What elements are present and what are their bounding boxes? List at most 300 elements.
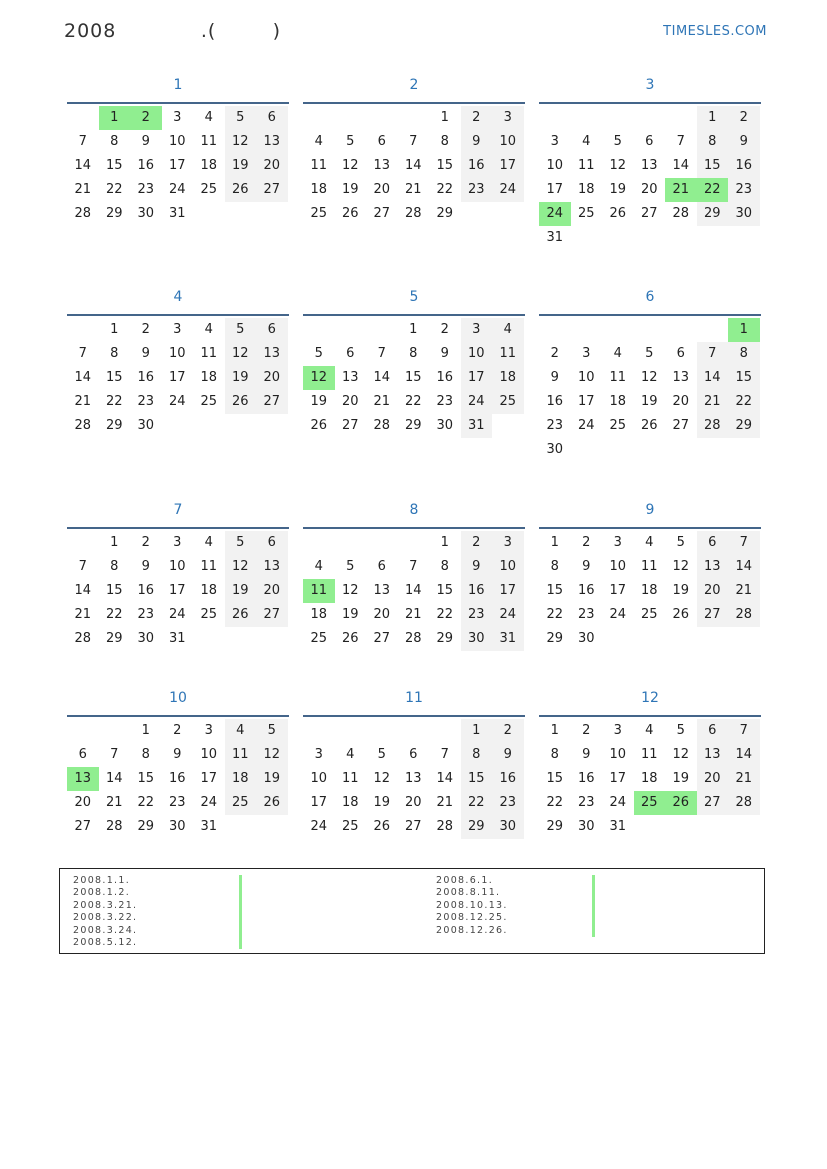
day-cell[interactable]: 28 <box>728 791 760 815</box>
day-cell[interactable]: 6 <box>256 106 288 130</box>
day-cell[interactable]: 23 <box>137 394 155 409</box>
day-cell[interactable]: 3 <box>613 723 622 738</box>
day-cell[interactable]: 28 <box>74 418 92 433</box>
day-cell[interactable]: 6 <box>256 318 288 342</box>
day-cell[interactable]: 19 <box>609 182 627 197</box>
day-cell[interactable]: 3 <box>492 531 524 555</box>
day-cell[interactable]: 5 <box>676 723 685 738</box>
day-cell[interactable]: 22 <box>546 607 564 622</box>
day-cell[interactable]: 2 <box>141 535 150 550</box>
day-cell[interactable]: 11 <box>225 743 257 767</box>
day-cell[interactable]: 11 <box>609 370 627 385</box>
day-cell[interactable]: 23 <box>492 791 524 815</box>
day-cell[interactable]: 23 <box>728 178 760 202</box>
day-cell[interactable]: 12 <box>256 743 288 767</box>
day-cell[interactable]: 7 <box>728 531 760 555</box>
day-cell[interactable]: 30 <box>577 819 595 834</box>
day-cell[interactable]: 28 <box>404 631 422 646</box>
day-cell[interactable]: 1 <box>440 535 449 550</box>
day-cell[interactable]: 20 <box>640 182 658 197</box>
day-cell[interactable]: 25 <box>341 819 359 834</box>
day-cell[interactable]: 12 <box>225 130 257 154</box>
day-cell[interactable]: 8 <box>550 559 559 574</box>
day-cell[interactable]: 8 <box>409 346 418 361</box>
day-cell[interactable]: 13 <box>373 158 391 173</box>
day-cell[interactable]: 24 <box>310 819 328 834</box>
day-cell[interactable]: 30 <box>168 819 186 834</box>
day-cell[interactable]: 8 <box>461 743 493 767</box>
day-cell[interactable]: 22 <box>105 607 123 622</box>
day-cell[interactable]: 10 <box>492 130 524 154</box>
day-cell[interactable]: 21 <box>105 795 123 810</box>
day-cell[interactable]: 23 <box>168 795 186 810</box>
day-cell[interactable]: 8 <box>110 559 119 574</box>
day-cell[interactable]: 27 <box>640 206 658 221</box>
day-cell[interactable]: 7 <box>409 559 418 574</box>
day-cell[interactable]: 3 <box>204 723 213 738</box>
day-cell[interactable]: 19 <box>225 366 257 390</box>
day-cell[interactable]: 15 <box>436 583 454 598</box>
day-cell[interactable]: 28 <box>105 819 123 834</box>
day-cell[interactable]: 20 <box>697 767 729 791</box>
day-cell[interactable]: 14 <box>404 583 422 598</box>
day-cell[interactable]: 17 <box>461 366 493 390</box>
day-cell[interactable]: 3 <box>173 322 182 337</box>
day-cell[interactable]: 8 <box>440 559 449 574</box>
day-cell[interactable]: 24 <box>492 178 524 202</box>
day-cell[interactable]: 30 <box>137 631 155 646</box>
day-cell[interactable]: 16 <box>546 394 564 409</box>
day-cell[interactable]: 26 <box>225 178 257 202</box>
day-cell[interactable]: 17 <box>609 771 627 786</box>
day-cell[interactable]: 19 <box>310 394 328 409</box>
day-cell[interactable]: 15 <box>105 158 123 173</box>
day-cell[interactable]: 31 <box>200 819 218 834</box>
day-cell[interactable]: 5 <box>645 346 654 361</box>
day-cell[interactable]: 29 <box>697 202 729 226</box>
day-cell[interactable]: 28 <box>728 603 760 627</box>
day-cell[interactable]: 30 <box>577 631 595 646</box>
day-cell[interactable]: 13 <box>256 130 288 154</box>
day-cell[interactable]: 11 <box>200 134 218 149</box>
day-cell[interactable]: 2 <box>440 322 449 337</box>
day-cell[interactable]: 5 <box>613 134 622 149</box>
day-cell[interactable]: 17 <box>310 795 328 810</box>
day-cell[interactable]: 14 <box>74 158 92 173</box>
day-cell[interactable]: 13 <box>697 743 729 767</box>
day-cell[interactable]: 30 <box>137 418 155 433</box>
day-cell[interactable]: 4 <box>314 134 323 149</box>
day-cell[interactable]: 10 <box>609 747 627 762</box>
day-cell[interactable]: 27 <box>373 631 391 646</box>
day-cell[interactable]: 7 <box>676 134 685 149</box>
day-cell[interactable]: 20 <box>672 394 690 409</box>
day-cell[interactable]: 1 <box>550 535 559 550</box>
day-cell[interactable]: 12 <box>225 342 257 366</box>
day-cell[interactable]: 28 <box>74 206 92 221</box>
day-cell[interactable]: 11 <box>640 747 658 762</box>
day-cell[interactable]: 15 <box>436 158 454 173</box>
day-cell[interactable]: 1 <box>99 106 131 130</box>
day-cell[interactable]: 10 <box>461 342 493 366</box>
day-cell[interactable]: 24 <box>609 607 627 622</box>
day-cell[interactable]: 4 <box>645 535 654 550</box>
day-cell[interactable]: 22 <box>436 607 454 622</box>
day-cell[interactable]: 4 <box>492 318 524 342</box>
day-cell[interactable]: 25 <box>492 390 524 414</box>
day-cell[interactable]: 4 <box>204 322 213 337</box>
day-cell[interactable]: 25 <box>609 418 627 433</box>
day-cell[interactable]: 23 <box>461 603 493 627</box>
day-cell[interactable]: 10 <box>168 559 186 574</box>
day-cell[interactable]: 29 <box>436 631 454 646</box>
day-cell[interactable]: 8 <box>141 747 150 762</box>
day-cell[interactable]: 5 <box>225 106 257 130</box>
day-cell[interactable]: 27 <box>697 791 729 815</box>
day-cell[interactable]: 22 <box>697 178 729 202</box>
day-cell[interactable]: 29 <box>461 815 493 839</box>
day-cell[interactable]: 14 <box>697 366 729 390</box>
day-cell[interactable]: 13 <box>404 771 422 786</box>
day-cell[interactable]: 16 <box>728 154 760 178</box>
day-cell[interactable]: 24 <box>168 607 186 622</box>
day-cell[interactable]: 16 <box>168 771 186 786</box>
day-cell[interactable]: 22 <box>546 795 564 810</box>
day-cell[interactable]: 13 <box>67 767 99 791</box>
day-cell[interactable]: 14 <box>105 771 123 786</box>
day-cell[interactable]: 3 <box>173 110 182 125</box>
day-cell[interactable]: 19 <box>256 767 288 791</box>
day-cell[interactable]: 2 <box>461 531 493 555</box>
day-cell[interactable]: 18 <box>640 583 658 598</box>
day-cell[interactable]: 19 <box>225 154 257 178</box>
day-cell[interactable]: 21 <box>665 178 697 202</box>
day-cell[interactable]: 31 <box>168 631 186 646</box>
day-cell[interactable]: 12 <box>609 158 627 173</box>
day-cell[interactable]: 29 <box>546 631 564 646</box>
day-cell[interactable]: 14 <box>74 370 92 385</box>
day-cell[interactable]: 18 <box>310 607 328 622</box>
day-cell[interactable]: 6 <box>256 531 288 555</box>
day-cell[interactable]: 7 <box>377 346 386 361</box>
day-cell[interactable]: 13 <box>672 370 690 385</box>
day-cell[interactable]: 2 <box>582 535 591 550</box>
day-cell[interactable]: 22 <box>105 394 123 409</box>
day-cell[interactable]: 27 <box>672 418 690 433</box>
day-cell[interactable]: 3 <box>173 535 182 550</box>
day-cell[interactable]: 11 <box>492 342 524 366</box>
day-cell[interactable]: 29 <box>404 418 422 433</box>
day-cell[interactable]: 27 <box>373 206 391 221</box>
day-cell[interactable]: 30 <box>546 442 564 457</box>
day-cell[interactable]: 12 <box>341 583 359 598</box>
day-cell[interactable]: 25 <box>200 607 218 622</box>
day-cell[interactable]: 15 <box>105 583 123 598</box>
day-cell[interactable]: 18 <box>577 182 595 197</box>
day-cell[interactable]: 22 <box>137 795 155 810</box>
day-cell[interactable]: 5 <box>676 535 685 550</box>
day-cell[interactable]: 31 <box>546 230 564 245</box>
day-cell[interactable]: 7 <box>110 747 119 762</box>
day-cell[interactable]: 21 <box>697 390 729 414</box>
day-cell[interactable]: 2 <box>728 106 760 130</box>
day-cell[interactable]: 4 <box>314 559 323 574</box>
day-cell[interactable]: 1 <box>440 110 449 125</box>
day-cell[interactable]: 19 <box>341 607 359 622</box>
day-cell[interactable]: 15 <box>461 767 493 791</box>
day-cell[interactable]: 17 <box>168 583 186 598</box>
day-cell[interactable]: 22 <box>105 182 123 197</box>
day-cell[interactable]: 1 <box>141 723 150 738</box>
day-cell[interactable]: 23 <box>577 795 595 810</box>
day-cell[interactable]: 6 <box>377 559 386 574</box>
day-cell[interactable]: 13 <box>697 555 729 579</box>
day-cell[interactable]: 1 <box>110 322 119 337</box>
day-cell[interactable]: 9 <box>550 370 559 385</box>
day-cell[interactable]: 18 <box>492 366 524 390</box>
day-cell[interactable]: 22 <box>436 182 454 197</box>
day-cell[interactable]: 26 <box>640 418 658 433</box>
day-cell[interactable]: 20 <box>256 366 288 390</box>
day-cell[interactable]: 8 <box>550 747 559 762</box>
day-cell[interactable]: 10 <box>168 134 186 149</box>
day-cell[interactable]: 11 <box>577 158 595 173</box>
day-cell[interactable]: 12 <box>303 366 335 390</box>
day-cell[interactable]: 26 <box>225 390 257 414</box>
day-cell[interactable]: 11 <box>341 771 359 786</box>
day-cell[interactable]: 9 <box>141 134 150 149</box>
day-cell[interactable]: 19 <box>672 583 690 598</box>
day-cell[interactable]: 24 <box>539 202 571 226</box>
day-cell[interactable]: 30 <box>492 815 524 839</box>
day-cell[interactable]: 26 <box>609 206 627 221</box>
day-cell[interactable]: 5 <box>314 346 323 361</box>
day-cell[interactable]: 26 <box>256 791 288 815</box>
day-cell[interactable]: 4 <box>582 134 591 149</box>
day-cell[interactable]: 17 <box>168 370 186 385</box>
day-cell[interactable]: 4 <box>225 719 257 743</box>
day-cell[interactable]: 18 <box>200 583 218 598</box>
day-cell[interactable]: 10 <box>492 555 524 579</box>
day-cell[interactable]: 18 <box>640 771 658 786</box>
day-cell[interactable]: 17 <box>609 583 627 598</box>
day-cell[interactable]: 3 <box>582 346 591 361</box>
day-cell[interactable]: 13 <box>256 342 288 366</box>
day-cell[interactable]: 7 <box>78 346 87 361</box>
day-cell[interactable]: 24 <box>492 603 524 627</box>
day-cell[interactable]: 14 <box>373 370 391 385</box>
day-cell[interactable]: 15 <box>546 771 564 786</box>
day-cell[interactable]: 20 <box>697 579 729 603</box>
day-cell[interactable]: 12 <box>672 747 690 762</box>
day-cell[interactable]: 27 <box>341 418 359 433</box>
day-cell[interactable]: 10 <box>200 747 218 762</box>
day-cell[interactable]: 7 <box>78 134 87 149</box>
day-cell[interactable]: 27 <box>256 603 288 627</box>
day-cell[interactable]: 9 <box>728 130 760 154</box>
day-cell[interactable]: 25 <box>577 206 595 221</box>
day-cell[interactable]: 29 <box>105 631 123 646</box>
day-cell[interactable]: 20 <box>74 795 92 810</box>
day-cell[interactable]: 2 <box>582 723 591 738</box>
day-cell[interactable]: 28 <box>436 819 454 834</box>
day-cell[interactable]: 12 <box>373 771 391 786</box>
day-cell[interactable]: 16 <box>577 771 595 786</box>
day-cell[interactable]: 20 <box>373 182 391 197</box>
day-cell[interactable]: 16 <box>137 158 155 173</box>
day-cell[interactable]: 28 <box>373 418 391 433</box>
day-cell[interactable]: 12 <box>225 555 257 579</box>
day-cell[interactable]: 17 <box>492 154 524 178</box>
day-cell[interactable]: 28 <box>404 206 422 221</box>
day-cell[interactable]: 28 <box>672 206 690 221</box>
day-cell[interactable]: 6 <box>346 346 355 361</box>
day-cell[interactable]: 6 <box>676 346 685 361</box>
day-cell[interactable]: 24 <box>168 394 186 409</box>
day-cell[interactable]: 15 <box>728 366 760 390</box>
day-cell[interactable]: 11 <box>200 346 218 361</box>
day-cell[interactable]: 7 <box>697 342 729 366</box>
day-cell[interactable]: 19 <box>640 394 658 409</box>
day-cell[interactable]: 2 <box>173 723 182 738</box>
day-cell[interactable]: 17 <box>546 182 564 197</box>
day-cell[interactable]: 26 <box>225 603 257 627</box>
day-cell[interactable]: 24 <box>200 795 218 810</box>
day-cell[interactable]: 22 <box>728 390 760 414</box>
day-cell[interactable]: 21 <box>404 182 422 197</box>
day-cell[interactable]: 29 <box>436 206 454 221</box>
day-cell[interactable]: 26 <box>310 418 328 433</box>
day-cell[interactable]: 25 <box>640 607 658 622</box>
day-cell[interactable]: 8 <box>440 134 449 149</box>
day-cell[interactable]: 7 <box>440 747 449 762</box>
day-cell[interactable]: 11 <box>640 559 658 574</box>
day-cell[interactable]: 9 <box>440 346 449 361</box>
day-cell[interactable]: 25 <box>634 791 666 815</box>
day-cell[interactable]: 23 <box>137 182 155 197</box>
day-cell[interactable]: 3 <box>314 747 323 762</box>
day-cell[interactable]: 4 <box>204 110 213 125</box>
day-cell[interactable]: 29 <box>728 414 760 438</box>
day-cell[interactable]: 5 <box>225 531 257 555</box>
day-cell[interactable]: 19 <box>373 795 391 810</box>
day-cell[interactable]: 10 <box>168 346 186 361</box>
day-cell[interactable]: 23 <box>546 418 564 433</box>
day-cell[interactable]: 14 <box>672 158 690 173</box>
day-cell[interactable]: 1 <box>461 719 493 743</box>
day-cell[interactable]: 16 <box>577 583 595 598</box>
day-cell[interactable]: 9 <box>461 555 493 579</box>
day-cell[interactable]: 12 <box>341 158 359 173</box>
day-cell[interactable]: 13 <box>256 555 288 579</box>
day-cell[interactable]: 25 <box>225 791 257 815</box>
day-cell[interactable]: 14 <box>436 771 454 786</box>
day-cell[interactable]: 29 <box>105 206 123 221</box>
day-cell[interactable]: 10 <box>577 370 595 385</box>
day-cell[interactable]: 7 <box>728 719 760 743</box>
day-cell[interactable]: 19 <box>672 771 690 786</box>
day-cell[interactable]: 4 <box>613 346 622 361</box>
day-cell[interactable]: 18 <box>200 158 218 173</box>
day-cell[interactable]: 21 <box>373 394 391 409</box>
day-cell[interactable]: 14 <box>74 583 92 598</box>
day-cell[interactable]: 16 <box>137 583 155 598</box>
day-cell[interactable]: 29 <box>546 819 564 834</box>
day-cell[interactable]: 31 <box>461 414 493 438</box>
day-cell[interactable]: 17 <box>200 771 218 786</box>
day-cell[interactable]: 6 <box>377 134 386 149</box>
day-cell[interactable]: 14 <box>728 743 760 767</box>
day-cell[interactable]: 25 <box>310 206 328 221</box>
day-cell[interactable]: 7 <box>409 134 418 149</box>
day-cell[interactable]: 26 <box>373 819 391 834</box>
day-cell[interactable]: 15 <box>546 583 564 598</box>
day-cell[interactable]: 24 <box>461 390 493 414</box>
day-cell[interactable]: 26 <box>341 631 359 646</box>
day-cell[interactable]: 20 <box>404 795 422 810</box>
day-cell[interactable]: 13 <box>640 158 658 173</box>
day-cell[interactable]: 18 <box>310 182 328 197</box>
day-cell[interactable]: 10 <box>310 771 328 786</box>
day-cell[interactable]: 27 <box>256 390 288 414</box>
day-cell[interactable]: 22 <box>404 394 422 409</box>
day-cell[interactable]: 6 <box>78 747 87 762</box>
day-cell[interactable]: 3 <box>613 535 622 550</box>
day-cell[interactable]: 29 <box>105 418 123 433</box>
day-cell[interactable]: 21 <box>728 579 760 603</box>
day-cell[interactable]: 16 <box>492 767 524 791</box>
day-cell[interactable]: 25 <box>310 631 328 646</box>
day-cell[interactable]: 24 <box>168 182 186 197</box>
day-cell[interactable]: 31 <box>168 206 186 221</box>
day-cell[interactable]: 10 <box>546 158 564 173</box>
day-cell[interactable]: 26 <box>665 791 697 815</box>
day-cell[interactable]: 16 <box>436 370 454 385</box>
day-cell[interactable]: 27 <box>404 819 422 834</box>
day-cell[interactable]: 5 <box>346 559 355 574</box>
day-cell[interactable]: 11 <box>310 158 328 173</box>
day-cell[interactable]: 27 <box>74 819 92 834</box>
day-cell[interactable]: 21 <box>436 795 454 810</box>
day-cell[interactable]: 10 <box>609 559 627 574</box>
day-cell[interactable]: 26 <box>672 607 690 622</box>
day-cell[interactable]: 13 <box>373 583 391 598</box>
day-cell[interactable]: 15 <box>105 370 123 385</box>
day-cell[interactable]: 3 <box>492 106 524 130</box>
day-cell[interactable]: 14 <box>404 158 422 173</box>
day-cell[interactable]: 29 <box>137 819 155 834</box>
day-cell[interactable]: 21 <box>74 182 92 197</box>
day-cell[interactable]: 9 <box>141 346 150 361</box>
day-cell[interactable]: 24 <box>577 418 595 433</box>
day-cell[interactable]: 1 <box>409 322 418 337</box>
day-cell[interactable]: 4 <box>645 723 654 738</box>
day-cell[interactable]: 21 <box>404 607 422 622</box>
day-cell[interactable]: 8 <box>697 130 729 154</box>
day-cell[interactable]: 18 <box>609 394 627 409</box>
day-cell[interactable]: 22 <box>461 791 493 815</box>
day-cell[interactable]: 9 <box>173 747 182 762</box>
day-cell[interactable]: 5 <box>225 318 257 342</box>
day-cell[interactable]: 31 <box>609 819 627 834</box>
day-cell[interactable]: 16 <box>461 579 493 603</box>
day-cell[interactable]: 9 <box>582 559 591 574</box>
day-cell[interactable]: 9 <box>492 743 524 767</box>
day-cell[interactable]: 23 <box>436 394 454 409</box>
day-cell[interactable]: 1 <box>110 535 119 550</box>
day-cell[interactable]: 15 <box>404 370 422 385</box>
day-cell[interactable]: 1 <box>550 723 559 738</box>
